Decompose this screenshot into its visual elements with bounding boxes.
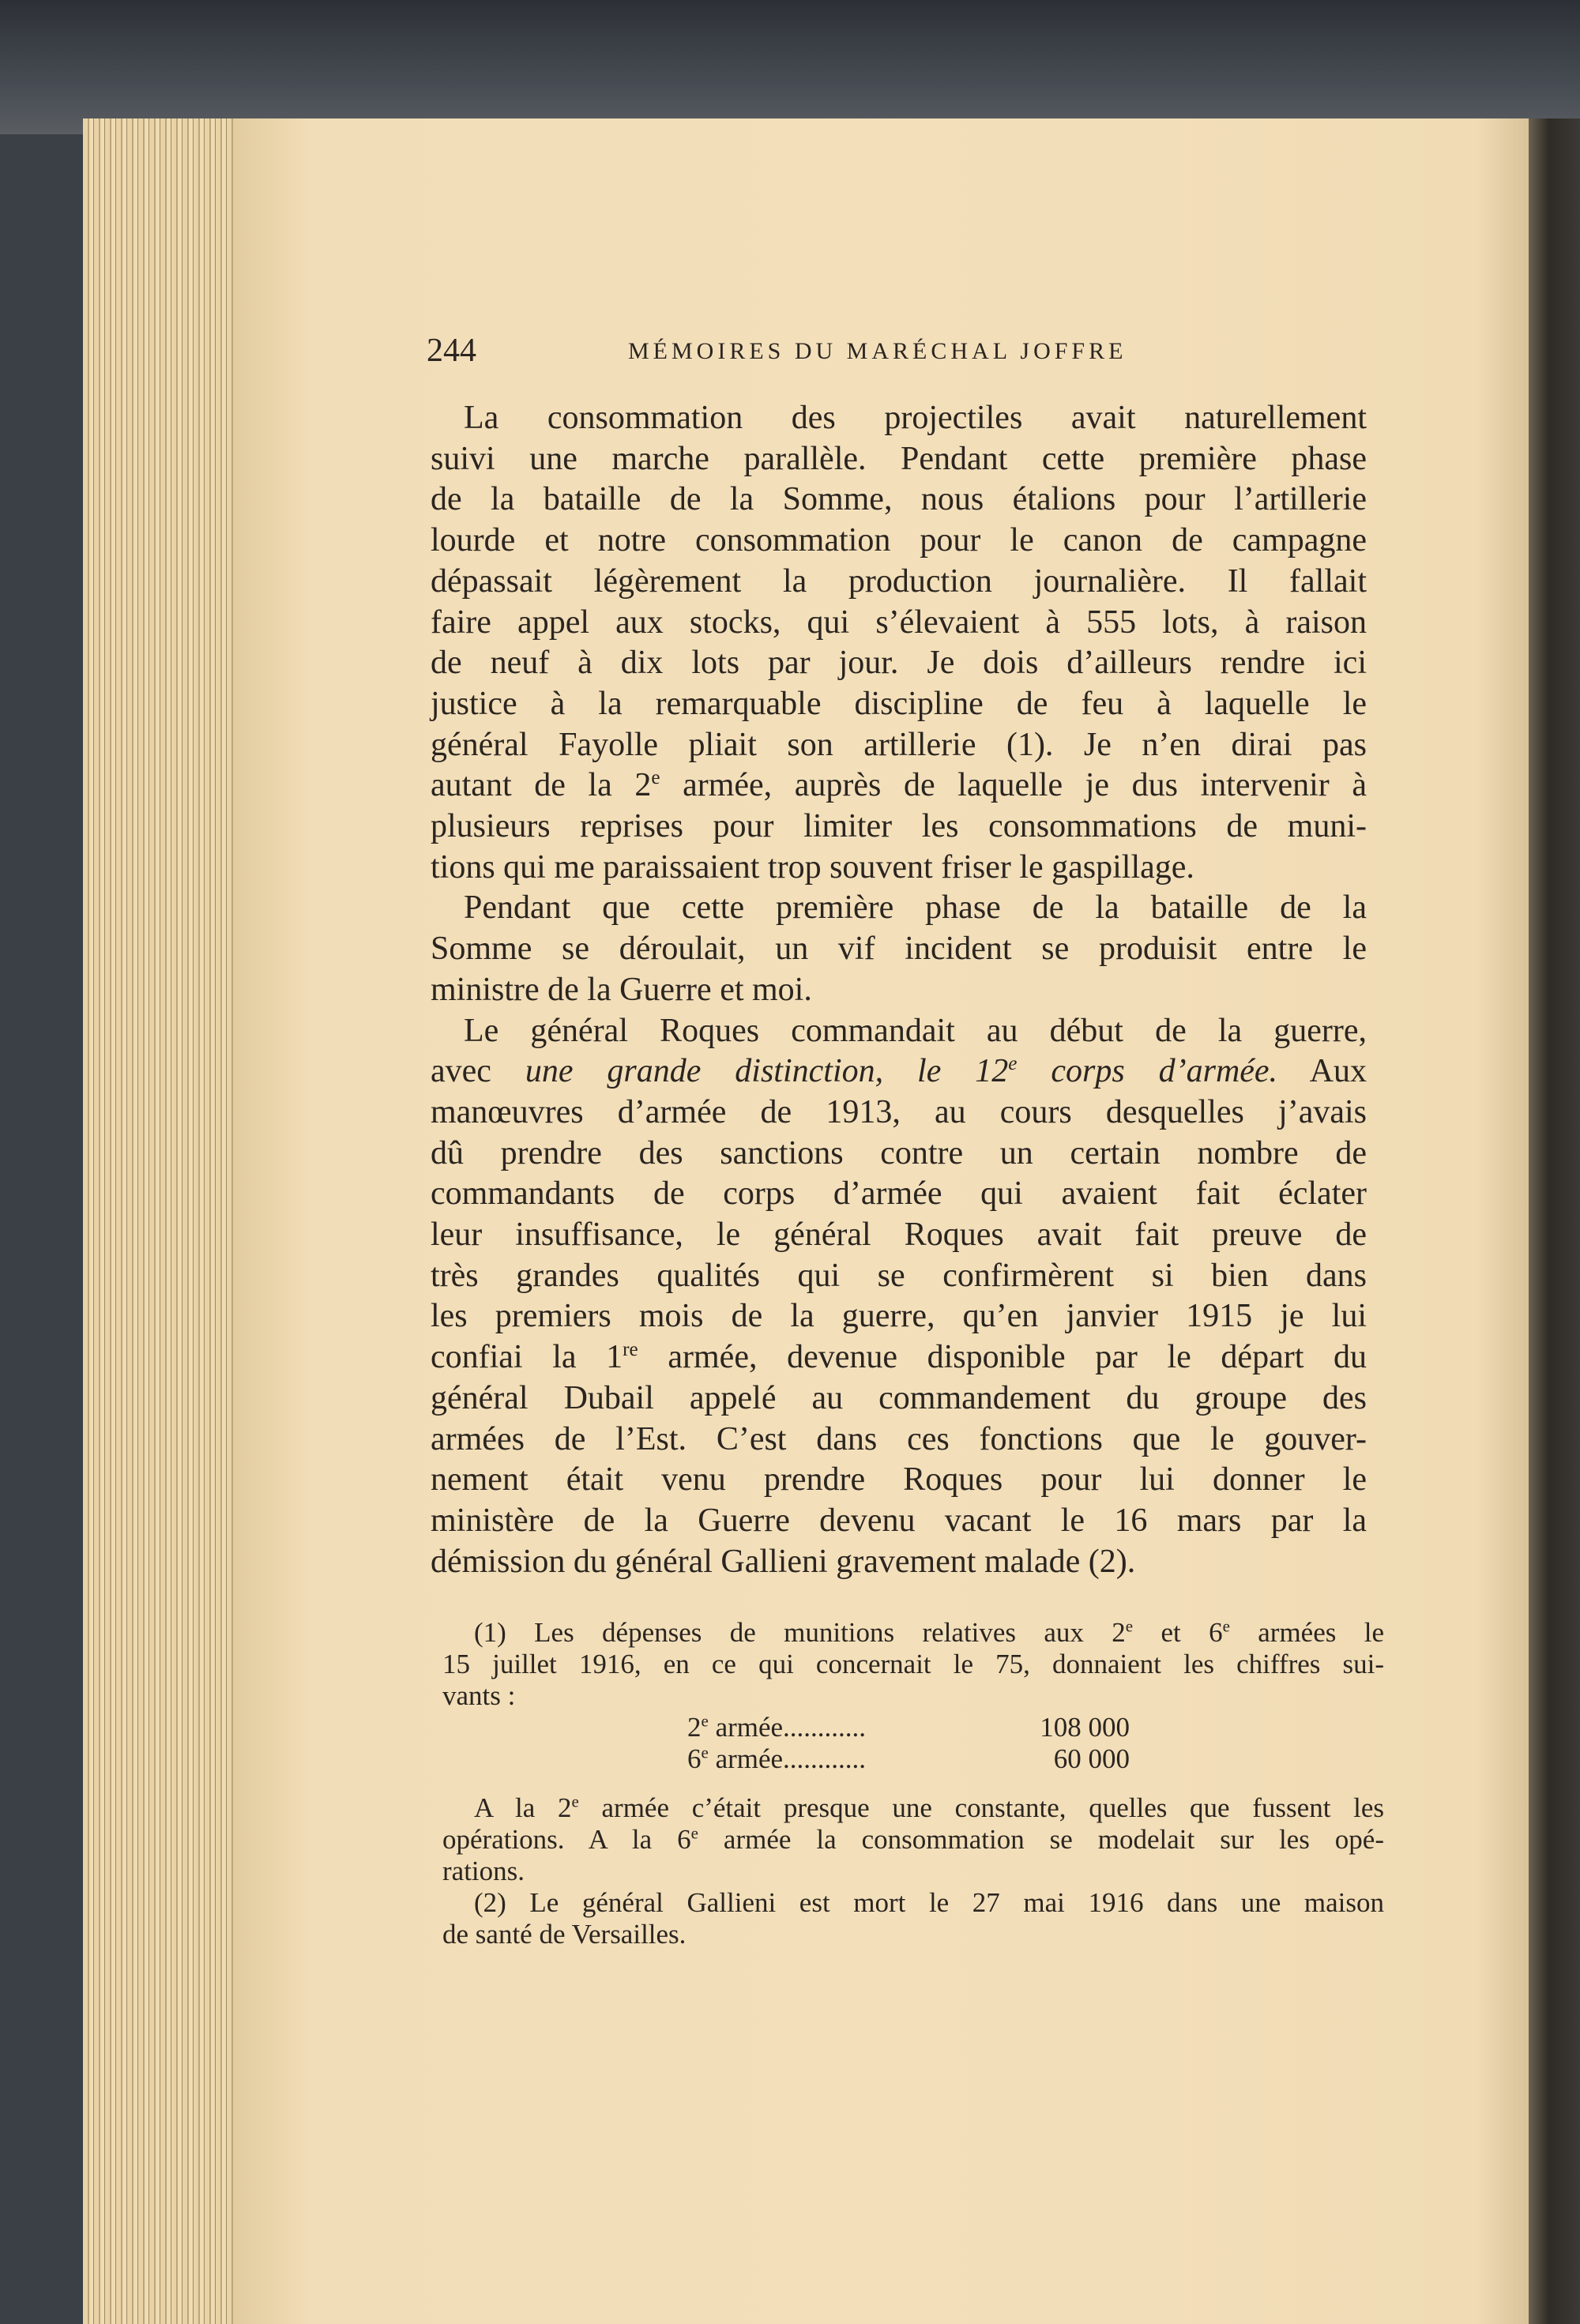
text-run: de santé de Versailles.	[442, 1919, 687, 1950]
body-line	[431, 397, 1367, 438]
text-run: Pendant que cette première phase de la bataille de la	[464, 889, 1367, 927]
superscript: e	[1125, 1616, 1134, 1636]
superscript: e	[701, 1743, 709, 1762]
text-run: commandants de corps d’armée qui avaient fait éclater	[431, 1175, 1367, 1213]
body-line	[431, 887, 1367, 928]
book-cover-top	[0, 0, 1580, 134]
text-run: confiai la 1	[431, 1339, 623, 1376]
superscript: e	[1008, 1053, 1018, 1075]
body-line	[431, 642, 1367, 683]
footnote-line	[442, 1919, 1384, 1950]
text-run: de la bataille de la Somme, nous étalions pour l’artillerie	[431, 481, 1367, 518]
body-line	[431, 1459, 1367, 1500]
text-run: leur insuffisance, le général Roques avait fait preuve de	[431, 1217, 1367, 1253]
text-run: général Dubail appelé au commandement du groupe des	[431, 1379, 1367, 1416]
superscript: e	[651, 767, 660, 789]
body-line	[431, 1541, 1367, 1582]
text-run: armée, auprès de laquelle je dus intervenir à	[660, 767, 1367, 804]
page-stack-edge	[83, 118, 241, 2324]
munitions-value: 60 000	[1053, 1743, 1130, 1774]
text-run: (2) Le général Gallieni est mort le 27 mai 1916 dans une maison	[474, 1887, 1384, 1918]
body-line	[431, 1092, 1367, 1133]
text-run: vants :	[442, 1680, 516, 1711]
superscript: e	[571, 1792, 579, 1811]
footnote-line	[442, 1680, 1384, 1712]
text-run: suivi une marche parallèle. Pendant cette première phase	[431, 440, 1367, 477]
superscript: e	[690, 1823, 698, 1843]
text-run: rations.	[442, 1856, 525, 1886]
body-line	[431, 561, 1367, 602]
footnote-line	[442, 1792, 1384, 1824]
munitions-value: 108 000	[1040, 1712, 1130, 1743]
footnote-table-row	[687, 1712, 1130, 1743]
text-run: et 6	[1133, 1617, 1223, 1648]
body-line	[431, 438, 1367, 479]
footnote-line	[442, 1887, 1384, 1919]
text-run: les premiers mois de la guerre, qu’en janvier 1915 je lui	[431, 1298, 1367, 1335]
text-run: général Fayolle pliait son artillerie (1). Je n’en dirai pas	[431, 726, 1367, 763]
army-name: armée............	[708, 1743, 867, 1774]
text-run: armée la consommation se modelait sur les opé-	[698, 1824, 1384, 1855]
italic-text: une grande distinction, le 12	[525, 1053, 1009, 1090]
body-line	[431, 847, 1367, 888]
body-line	[431, 1337, 1367, 1378]
text-run: lourde et notre consommation pour le canon de campagne	[431, 522, 1367, 559]
text-run: armées le	[1229, 1617, 1384, 1648]
body-line	[431, 1255, 1367, 1296]
page-number: 244	[427, 333, 476, 369]
text-run: tions qui me paraissaient trop souvent friser le gaspillage.	[431, 848, 1194, 886]
body-line	[431, 765, 1367, 806]
body-line	[431, 1214, 1367, 1255]
text-run: armée c’était presque une constante, quelles que fussent les	[578, 1792, 1384, 1823]
body-line	[431, 520, 1367, 561]
text-run: ministre de la Guerre et moi.	[431, 971, 812, 1008]
body-line	[431, 724, 1367, 765]
footnote-line	[442, 1649, 1384, 1680]
text-run: Somme se déroulait, un vif incident se produisit entre le	[431, 931, 1367, 968]
text-run: plusieurs reprises pour limiter les consommations de muni-	[431, 808, 1367, 844]
text-run: (1) Les dépenses de munitions relatives aux 2	[474, 1617, 1126, 1648]
body-line	[431, 1173, 1367, 1214]
text-run: nement était venu prendre Roques pour lui donner le	[431, 1461, 1367, 1499]
text-run: opérations. A la 6	[442, 1824, 691, 1855]
army-name: armée............	[708, 1712, 867, 1743]
superscript: re	[623, 1338, 638, 1360]
footnote-table-row	[687, 1743, 1130, 1775]
book-right-edge	[1529, 118, 1580, 2324]
body-line	[431, 1419, 1367, 1460]
text-run: A la 2	[474, 1792, 572, 1823]
text-run: 15 juillet 1916, en ce qui concernait le 75, donnaient les chiffres sui-	[442, 1649, 1384, 1679]
text-run: dû prendre des sanctions contre un certain nombre de	[431, 1134, 1367, 1171]
footnote-line	[442, 1824, 1384, 1856]
army-label	[687, 1712, 866, 1743]
text-run: démission du général Gallieni gravement malade (2).	[431, 1543, 1136, 1580]
body-line	[431, 602, 1367, 643]
text-run: La consommation des projectiles avait naturellement	[464, 400, 1367, 436]
italic-text: corps d’armée.	[1017, 1053, 1278, 1090]
text-run: avec	[431, 1053, 525, 1090]
army-number: 2	[687, 1712, 702, 1743]
army-number: 6	[687, 1743, 702, 1774]
superscript: e	[701, 1711, 709, 1731]
text-run: de neuf à dix lots par jour. Je dois d’ailleurs rendre ici	[431, 645, 1367, 682]
body-line	[431, 928, 1367, 969]
army-label	[687, 1743, 866, 1775]
text-run: Le général Roques commandait au début de la guerre,	[464, 1012, 1367, 1049]
body-line	[431, 479, 1367, 520]
text-run: justice à la remarquable discipline de feu à laquelle le	[431, 685, 1367, 722]
text-run: dépassait légèrement la production journalière. Il fallait	[431, 562, 1367, 600]
text-run: armées de l’Est. C’est dans ces fonctions que le gouver-	[431, 1420, 1367, 1457]
text-run: ministère de la Guerre devenu vacant le 16 mars par la	[431, 1502, 1367, 1539]
body-line	[431, 806, 1367, 847]
body-line	[431, 1051, 1367, 1092]
text-run: autant de la 2	[431, 767, 652, 804]
body-line	[431, 1500, 1367, 1541]
body-line	[431, 1295, 1367, 1337]
running-title: MÉMOIRES DU MARÉCHAL JOFFRE	[628, 338, 1127, 364]
text-run: armée, devenue disponible par le départ du	[638, 1339, 1367, 1376]
text-run: Aux	[1277, 1053, 1367, 1090]
body-line	[431, 969, 1367, 1010]
footnote-line	[442, 1856, 1384, 1887]
body-line	[431, 1010, 1367, 1051]
footnote-line	[442, 1617, 1384, 1649]
text-run: manœuvres d’armée de 1913, au cours desquelles j’avais	[431, 1093, 1367, 1130]
superscript: e	[1222, 1616, 1230, 1636]
text-run: faire appel aux stocks, qui s’élevaient à 555 lots, à raison	[431, 604, 1367, 641]
body-line	[431, 1378, 1367, 1419]
body-line	[431, 683, 1367, 724]
body-line	[431, 1133, 1367, 1174]
text-run: très grandes qualités qui se confirmèrent si bien dans	[431, 1257, 1367, 1294]
